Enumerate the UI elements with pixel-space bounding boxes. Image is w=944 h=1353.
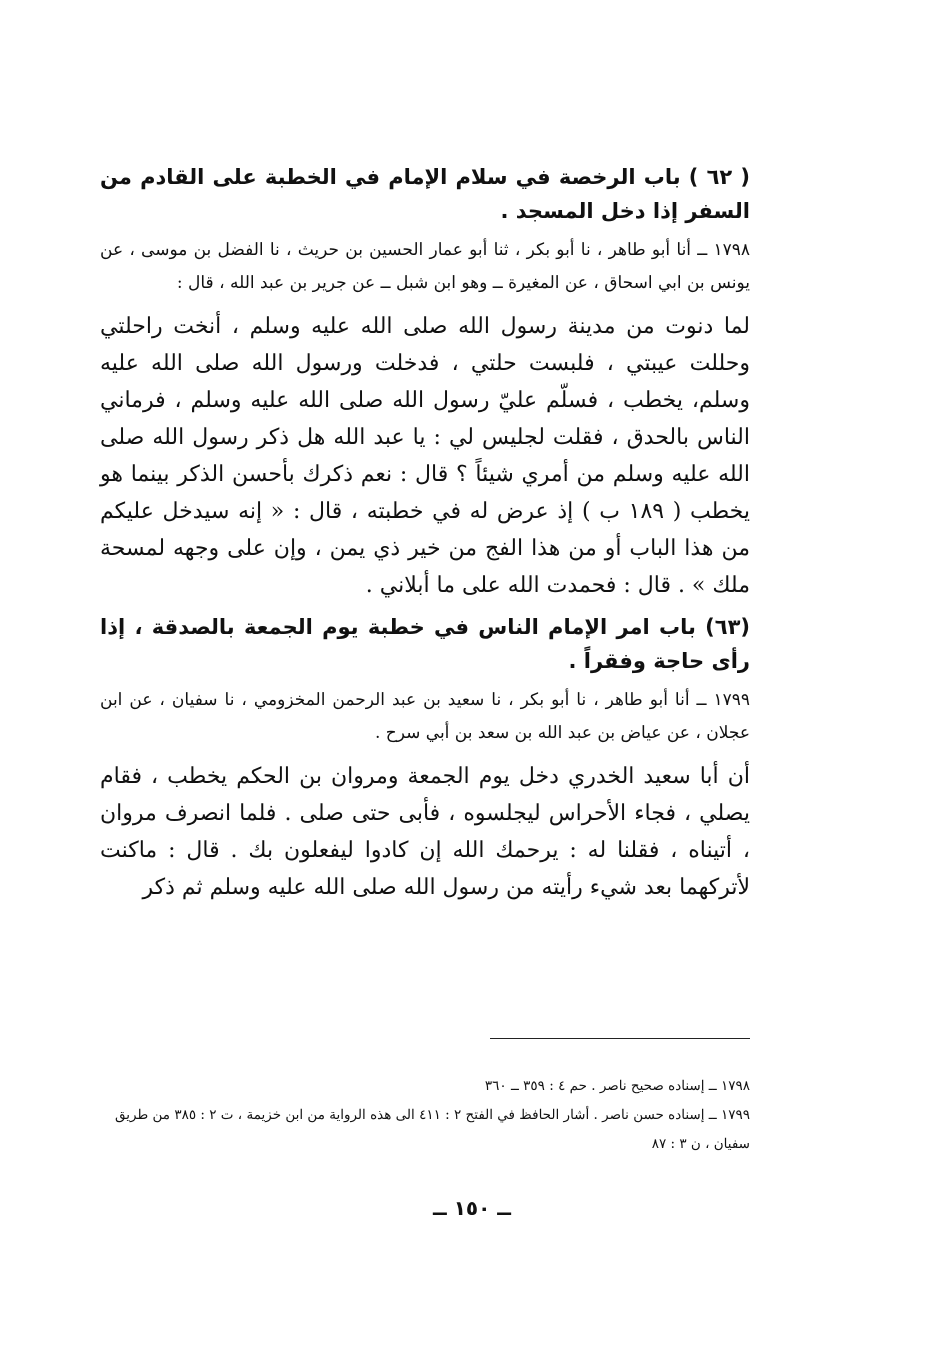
hadith-1798-isnad: ١٧٩٨ ــ أنا أبو طاهر ، نا أبو بكر ، ثنا أبو عمار الحسين بن حريث ، نا الفضل بن موسى ، عن يونس بن ابي اسحاق ، عن المغيرة ــ وهو ابن شبل ــ عن جرير بن عبد الله ، قال : [100, 240, 750, 293]
chapter-62-heading: ( ٦٢ ) باب الرخصة في سلام الإمام في الخطبة على القادم من السفر إذا دخل المسجد . [100, 165, 750, 223]
page-body [100, 160, 750, 912]
footnote-1798: ١٧٩٨ ــ إسناده صحيح ناصر . حم ٤ : ٣٥٩ ــ ٣٦٠ [484, 1078, 750, 1094]
hadith-1799-isnad: ١٧٩٩ ــ أنا أبو طاهر ، نا أبو بكر ، نا سعيد بن عبد الرحمن المخزومي ، نا سفيان ، عن ابن عجلان ، عن عياض بن عبد الله بن سعد بن أبي سرح . [100, 690, 750, 743]
footnotes [100, 1072, 750, 1159]
hadith-1798-matn: لما دنوت من مدينة رسول الله صلى الله عليه وسلم ، أنخت راحلتي وحللت عيبتي ، فلبست حلتي ، فدخلت ورسول الله صلى الله عليه وسلم، يخطب ، فسلّم عليّ رسول الله صلى الله عليه وسلم ، فرماني الناس بالحدق ، فقلت لجليس لي : يا عبد الله هل ذكر رسول الله صلى الله عليه وسلم من أمري شيئاً ؟ قال : نعم ذكرك بأحسن الذكر بينما هو يخطب ( ١٨٩ ب ) إذ عرض له في خطبته ، قال : « إنه سيدخل عليكم من هذا الباب أو من هذا الفج من خير ذي يمن ، وإن على وجهه لمسحة ملك » . قال : فحمدت الله على ما أبلاني . [100, 314, 750, 598]
footnote-1799: ١٧٩٩ ــ إسناده حسن ناصر . أشار الحافظ في الفتح ٢ : ٤١١ الى هذه الرواية من ابن خزيمة ، ت ٢ : ٣٨٥ من طريق سفيان ، ن ٣ : ٨٧ [115, 1107, 750, 1152]
page-number: ــ ١٥٠ ــ [433, 1196, 511, 1220]
footnote-divider [490, 1038, 750, 1039]
chapter-63-heading: (٦٣) باب امر الإمام الناس في خطبة يوم الجمعة بالصدقة ، إذا رأى حاجة وفقراً . [100, 615, 750, 673]
hadith-1799-matn: أن أبا سعيد الخدري دخل يوم الجمعة ومروان بن الحكم يخطب ، فقام يصلي ، فجاء الأحراس ليجلسوه ، فأبى حتى صلى . فلما انصرف مروان ، أتيناه ، فقلنا له : يرحمك الله إن كادوا ليفعلون بك . قال : ماكنت لأتركهما بعد شيء رأيته من رسول الله صلى الله عليه وسلم ثم ذكر [100, 764, 750, 900]
